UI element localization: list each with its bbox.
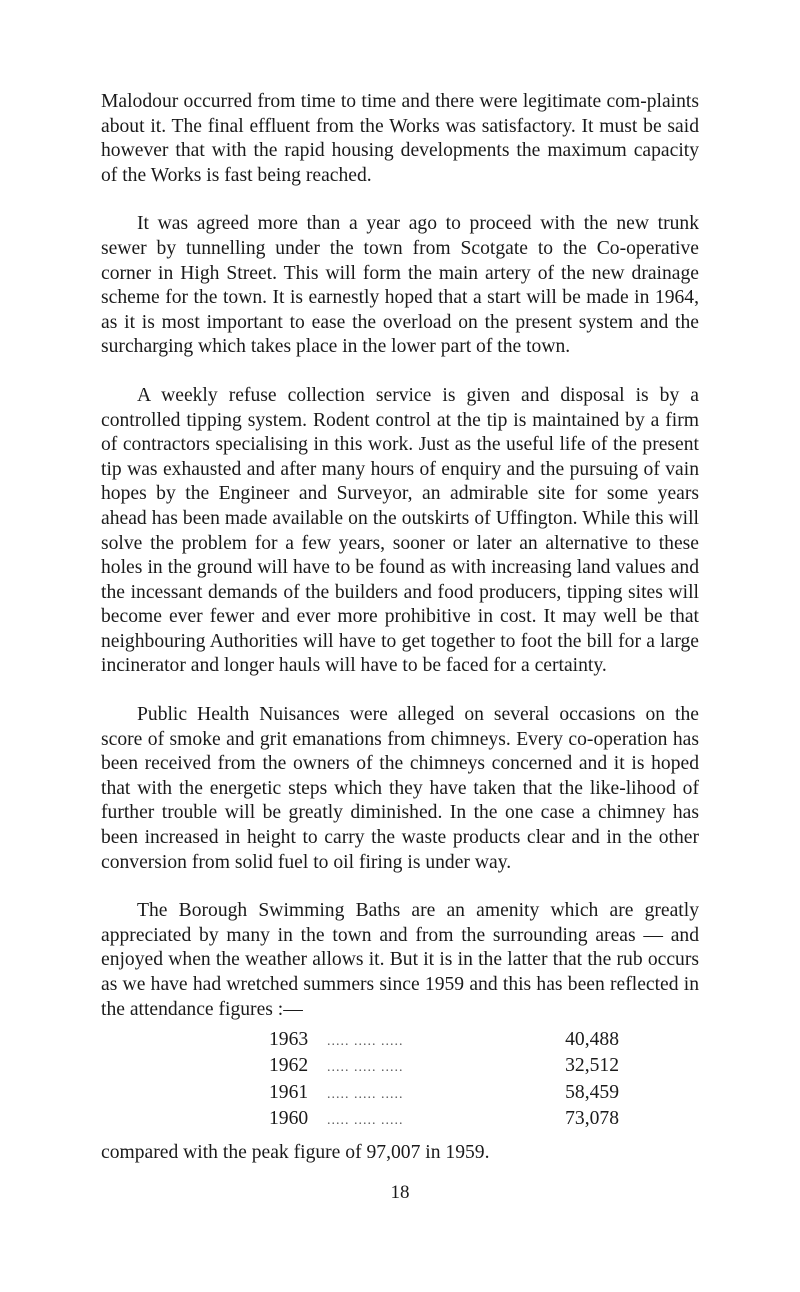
paragraph-public-health-nuisances: Public Health Nuisances were alleged on several occasions on the score of smoke and grit emanations from chimneys. Every co-operation has been received from the owners of the chimneys concerned and it is hoped that with the energetic steps which they have taken that the like-lihood of further trouble will be greatly diminished. In the one case a chimney has been increased in height to carry the waste products clear and in the other conversion from solid fuel to oil firing is under way.: [101, 704, 699, 873]
attendance-year: 1960: [269, 1107, 309, 1129]
paragraph-swimming-baths: The Borough Swimming Baths are an amenity which are greatly appreciated by many in the town and from the surrounding areas — and enjoyed when the weather allows it. But it is in the latter that the rub occurs as we have had wretched summers since 1959 and this has been reflected in the attendance figures :—: [101, 900, 699, 1020]
leader-dots: ..... ..... .....: [327, 1060, 404, 1076]
leader-dots: ..... ..... .....: [327, 1112, 404, 1128]
page-number: 18: [390, 1182, 410, 1203]
attendance-year: 1961: [269, 1081, 309, 1103]
paragraph-refuse-collection: A weekly refuse collection service is given and disposal is by a controlled tipping system. Rodent control at the tip is maintained by a firm of contractors specialising in this work. Just as the useful life of the present tip was exhausted and after many hours of enquiry and the pursuing of vain hopes by the Engineer and Surveyor, an admirable site for some years ahead has been made available on the outskirts of Uffington. While this will solve the problem for a few years, sooner or later an alternative to these holes in the ground will have to be found as with increasing land values and the incessant demands of the builders and food producers, tipping sites will become ever fewer and ever more prohibitive in cost. It may well be that neighbouring Authorities will have to get together to foot the bill for a large incinerator and longer hauls will have to be faced for a certainty.: [101, 384, 699, 677]
attendance-row: [269, 1107, 619, 1133]
attendance-row: [269, 1054, 619, 1080]
attendance-row: [269, 1081, 619, 1107]
attendance-value: 32,512: [565, 1055, 619, 1077]
attendance-year: 1962: [269, 1055, 309, 1077]
leader-dots: ..... ..... .....: [327, 1086, 404, 1102]
paragraph-sewage-works: Malodour occurred from time to time and there were legitimate com-plaints about it. The final effluent from the Works was satisfactory. It must be said however that with the rapid housing developments the maximum capacity of the Works is fast being reached.: [101, 91, 699, 186]
attendance-year: 1963: [269, 1029, 309, 1051]
attendance-value: 40,488: [565, 1029, 619, 1051]
attendance-value: 58,459: [565, 1081, 619, 1103]
attendance-value: 73,078: [565, 1107, 619, 1129]
closing-line: compared with the peak figure of 97,007 in 1959.: [101, 1142, 490, 1163]
paragraph-trunk-sewer: It was agreed more than a year ago to proceed with the new trunk sewer by tunnelling under the town from Scotgate to the Co-operative corner in High Street. This will form the main artery of the new drainage scheme for the town. It is earnestly hoped that a start will be made in 1964, as it is most important to ease the overload on the present system and the surcharging which takes place in the lower part of the town.: [101, 213, 699, 358]
document-body: [101, 90, 699, 1166]
attendance-figures-table: [269, 1028, 619, 1133]
leader-dots: ..... ..... .....: [327, 1034, 404, 1050]
attendance-row: [269, 1028, 619, 1054]
